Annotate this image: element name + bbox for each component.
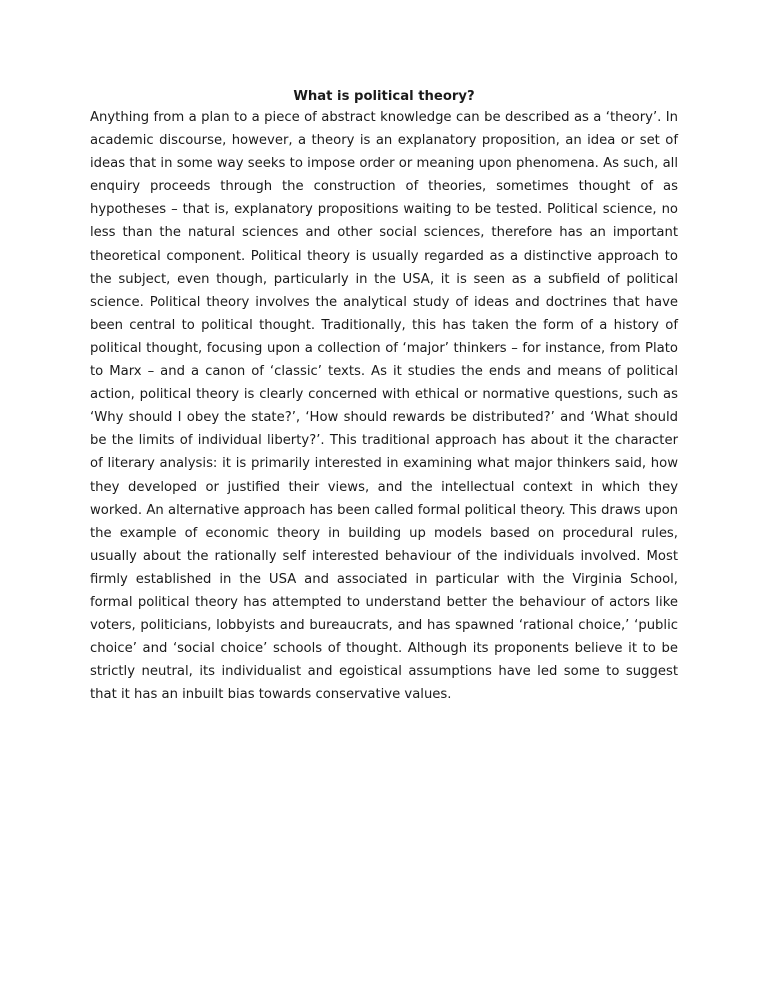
document-title: What is political theory? <box>293 89 475 104</box>
document-body <box>90 88 678 706</box>
body-paragraph: Anything from a plan to a piece of abstract knowledge can be described as a ‘theory’. In academic discourse, however, a theory is an explanatory proposition, an idea or set of ideas that in some way seeks to impose order or meaning upon phenomena. As such, all enquiry proceeds through the construction of theories, sometimes thought of as hypotheses – that is, explanatory propositions waiting to be tested. Political science, no less than the natural sciences and other social sciences, therefore has an important theoretical component. Political theory is usually regarded as a distinctive approach to the subject, even though, particularly in the USA, it is seen as a subfield of political science. Political theory involves the analytical study of ideas and doctrines that have been central to political thought. Traditionally, this has taken the form of a history of political thought, focusing upon a collection of ‘major’ thinkers – for instance, from Plato to Marx – and a canon of ‘classic’ texts. As it studies the ends and means of political action, political theory is clearly concerned with ethical or normative questions, such as ‘Why should I obey the state?’, ‘How should rewards be distributed?’ and ‘What should be the limits of individual liberty?’. This traditional approach has about it the character of literary analysis: it is primarily interested in examining what major thinkers said, how they developed or justified their views, and the intellectual context in which they worked. An alternative approach has been called formal political theory. This draws upon the example of economic theory in building up models based on procedural rules, usually about the rationally self interested behaviour of the individuals involved. Most firmly established in the USA and associated in particular with the Virginia School, formal political theory has attempted to understand better the behaviour of actors like voters, politicians, lobbyists and bureaucrats, and has spawned ‘rational choice,’ ‘public choice’ and ‘social choice’ schools of thought. Although its proponents believe it to be strictly neutral, its individualist and egoistical assumptions have led some to suggest that it has an inbuilt bias towards conservative values. <box>90 110 678 703</box>
